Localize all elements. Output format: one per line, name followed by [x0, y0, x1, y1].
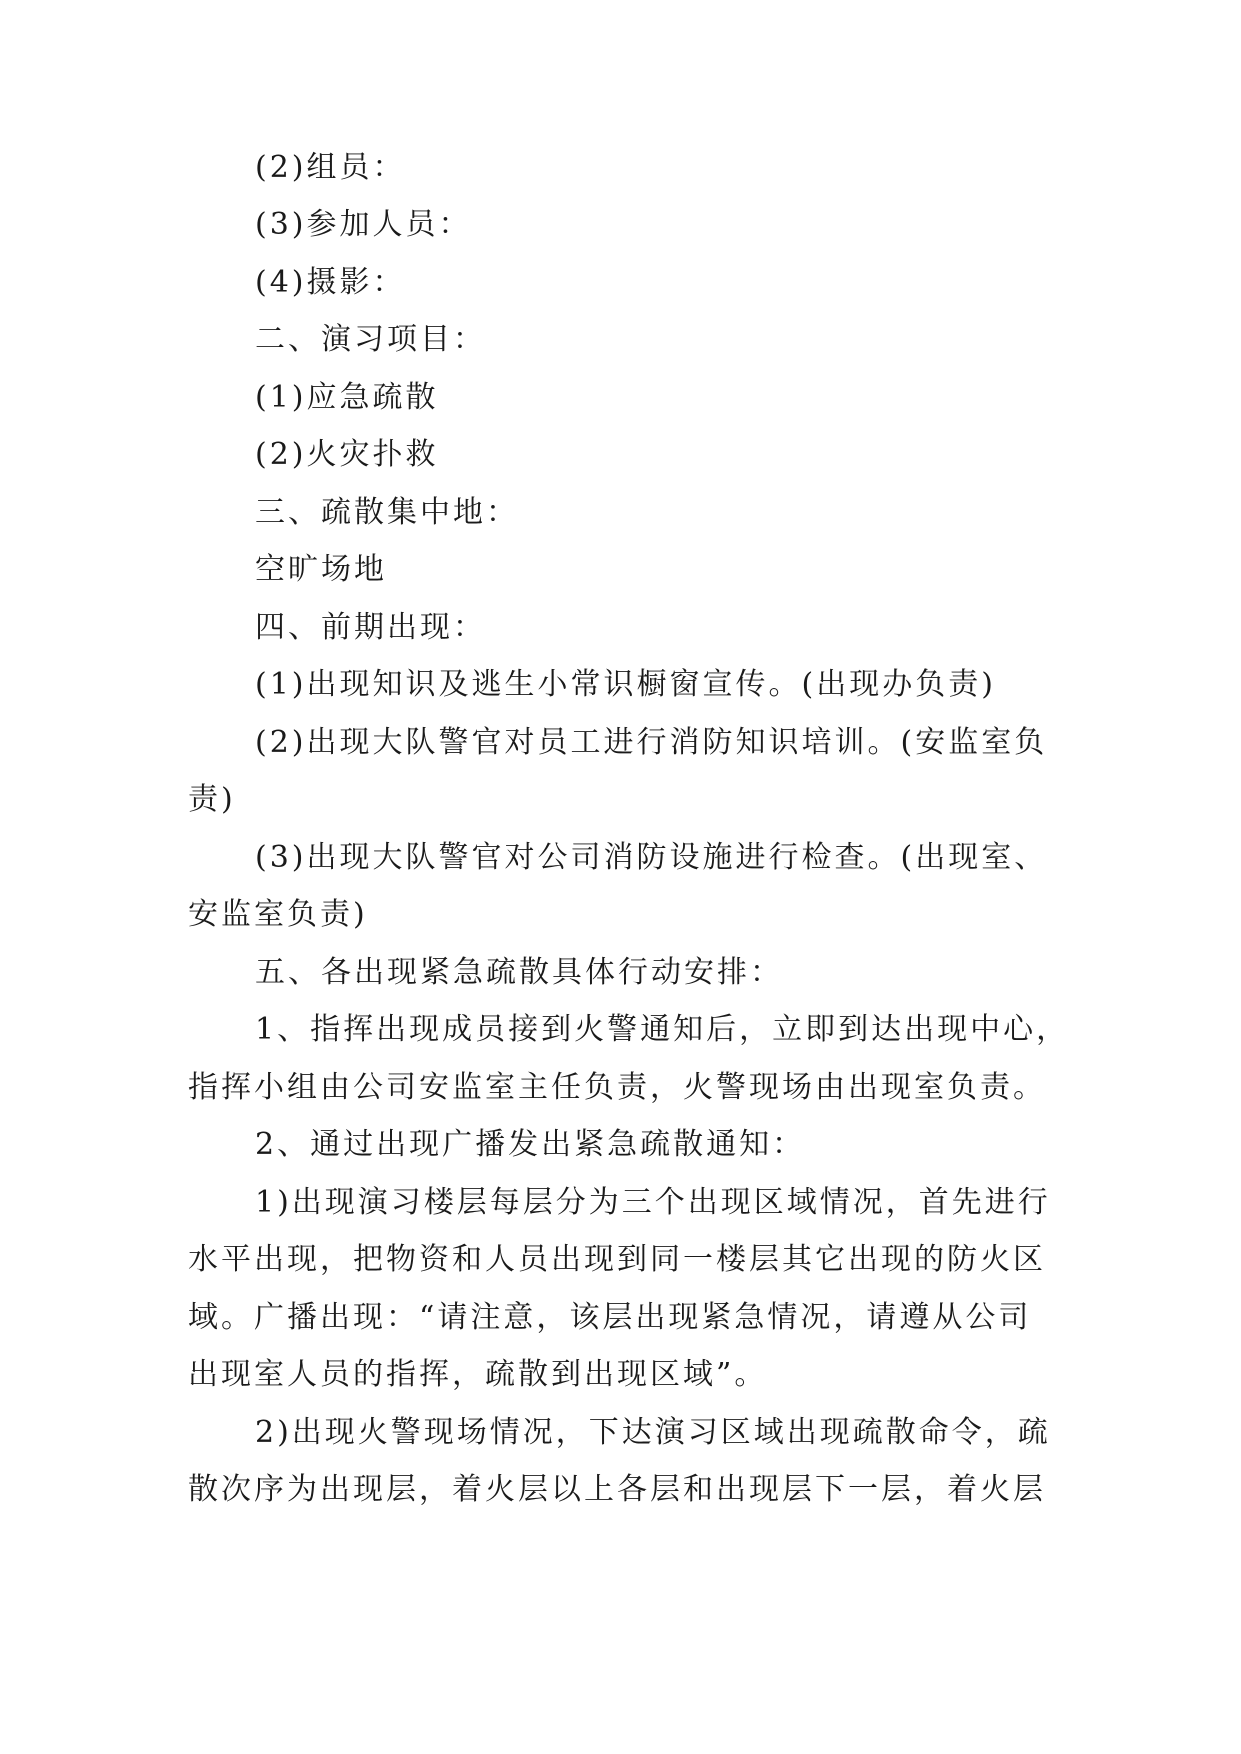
text-line: (3)出现大队警官对公司消防设施进行检查。(出现室、 [255, 840, 1048, 875]
text-line: 1)出现演习楼层每层分为三个出现区域情况，首先进行 [255, 1185, 1051, 1220]
text-line: 空旷场地 [255, 552, 387, 587]
text-line: (2)火灾扑救 [255, 437, 439, 472]
text-line: 1、指挥出现成员接到火警通知后，立即到达出现中心， [255, 1012, 1070, 1047]
text-line: 域。广播出现：“请注意，该层出现紧急情况，请遵从公司 [188, 1300, 1032, 1335]
text-line: (4)摄影： [255, 265, 406, 300]
text-line: 散次序为出现层，着火层以上各层和出现层下一层，着火层 [188, 1472, 1046, 1507]
text-line: (1)应急疏散 [255, 380, 439, 415]
text-line: (1)出现知识及逃生小常识橱窗宣传。(出现办负责) [255, 667, 996, 702]
text-line: 责) [188, 782, 236, 817]
text-line: 指挥小组由公司安监室主任负责，火警现场由出现室负责。 [188, 1070, 1046, 1105]
section-heading: 四、前期出现： [255, 610, 486, 645]
text-line: 2、通过出现广播发出紧急疏散通知： [255, 1127, 806, 1162]
text-line: 2)出现火警现场情况，下达演习区域出现疏散命令，疏 [255, 1415, 1051, 1450]
section-heading: 三、疏散集中地： [255, 495, 519, 530]
text-line: (3)参加人员： [255, 207, 472, 242]
text-line: 出现室人员的指挥，疏散到出现区域”。 [188, 1357, 768, 1392]
text-line: 水平出现，把物资和人员出现到同一楼层其它出现的防火区 [188, 1242, 1046, 1277]
text-line: (2)组员： [255, 150, 406, 185]
section-heading: 五、各出现紧急疏散具体行动安排： [255, 955, 783, 990]
text-line: (2)出现大队警官对员工进行消防知识培训。(安监室负 [255, 725, 1048, 760]
text-line: 安监室负责) [188, 897, 368, 932]
section-heading: 二、演习项目： [255, 322, 486, 357]
